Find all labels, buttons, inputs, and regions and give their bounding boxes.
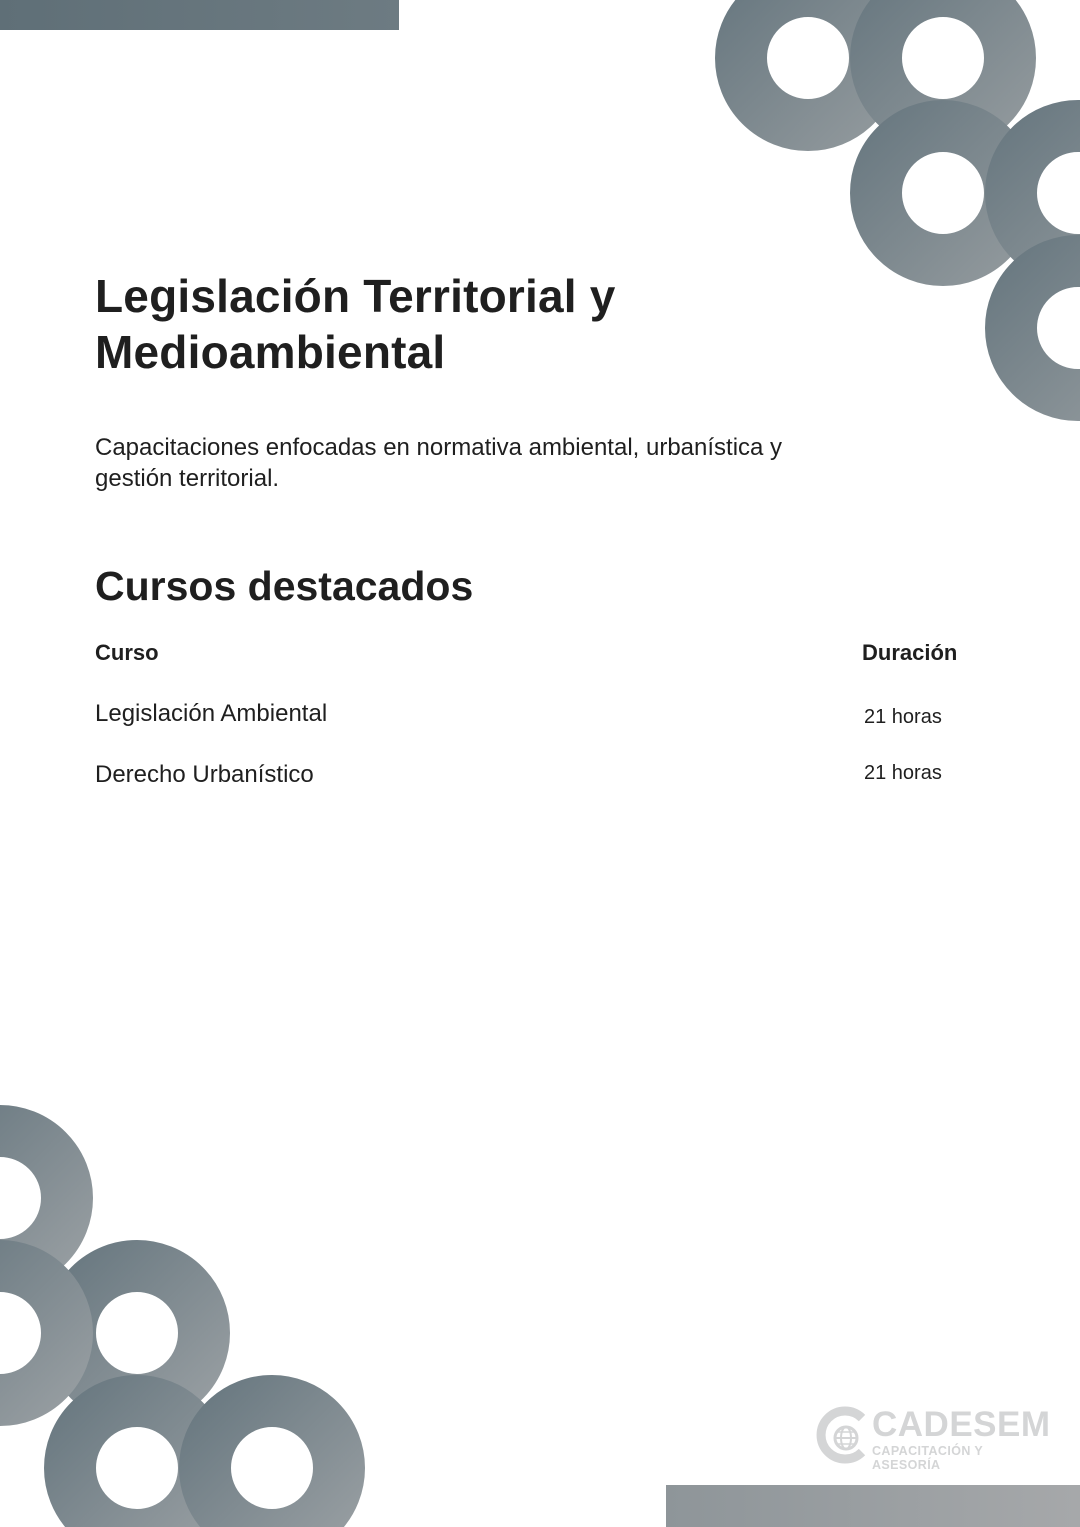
- section-heading: Cursos destacados: [95, 563, 474, 609]
- top-accent-bar: [0, 0, 399, 30]
- page-subtitle: Capacitaciones enfocadas en normativa ambiental, urbanística y gestión territorial.: [95, 434, 783, 492]
- column-header-course: Curso: [95, 640, 159, 665]
- course-name: Derecho Urbanístico: [95, 761, 314, 788]
- globe-c-icon: [814, 1404, 874, 1466]
- company-logo: [814, 1402, 1054, 1472]
- course-duration: 21 horas: [864, 706, 942, 728]
- course-name: Legislación Ambiental: [95, 700, 328, 727]
- page-title: Legislación Territorial y Medioambiental: [95, 270, 616, 378]
- column-header-duration: Duración: [862, 640, 958, 665]
- logo-tagline: CAPACITACIÓN Y ASESORÍA: [872, 1444, 983, 1472]
- course-duration: 21 horas: [864, 762, 942, 784]
- bottom-accent-bar: [666, 1485, 1080, 1527]
- wave-pattern-icon: [0, 1095, 380, 1527]
- logo-wordmark: CADESEM: [872, 1405, 1051, 1444]
